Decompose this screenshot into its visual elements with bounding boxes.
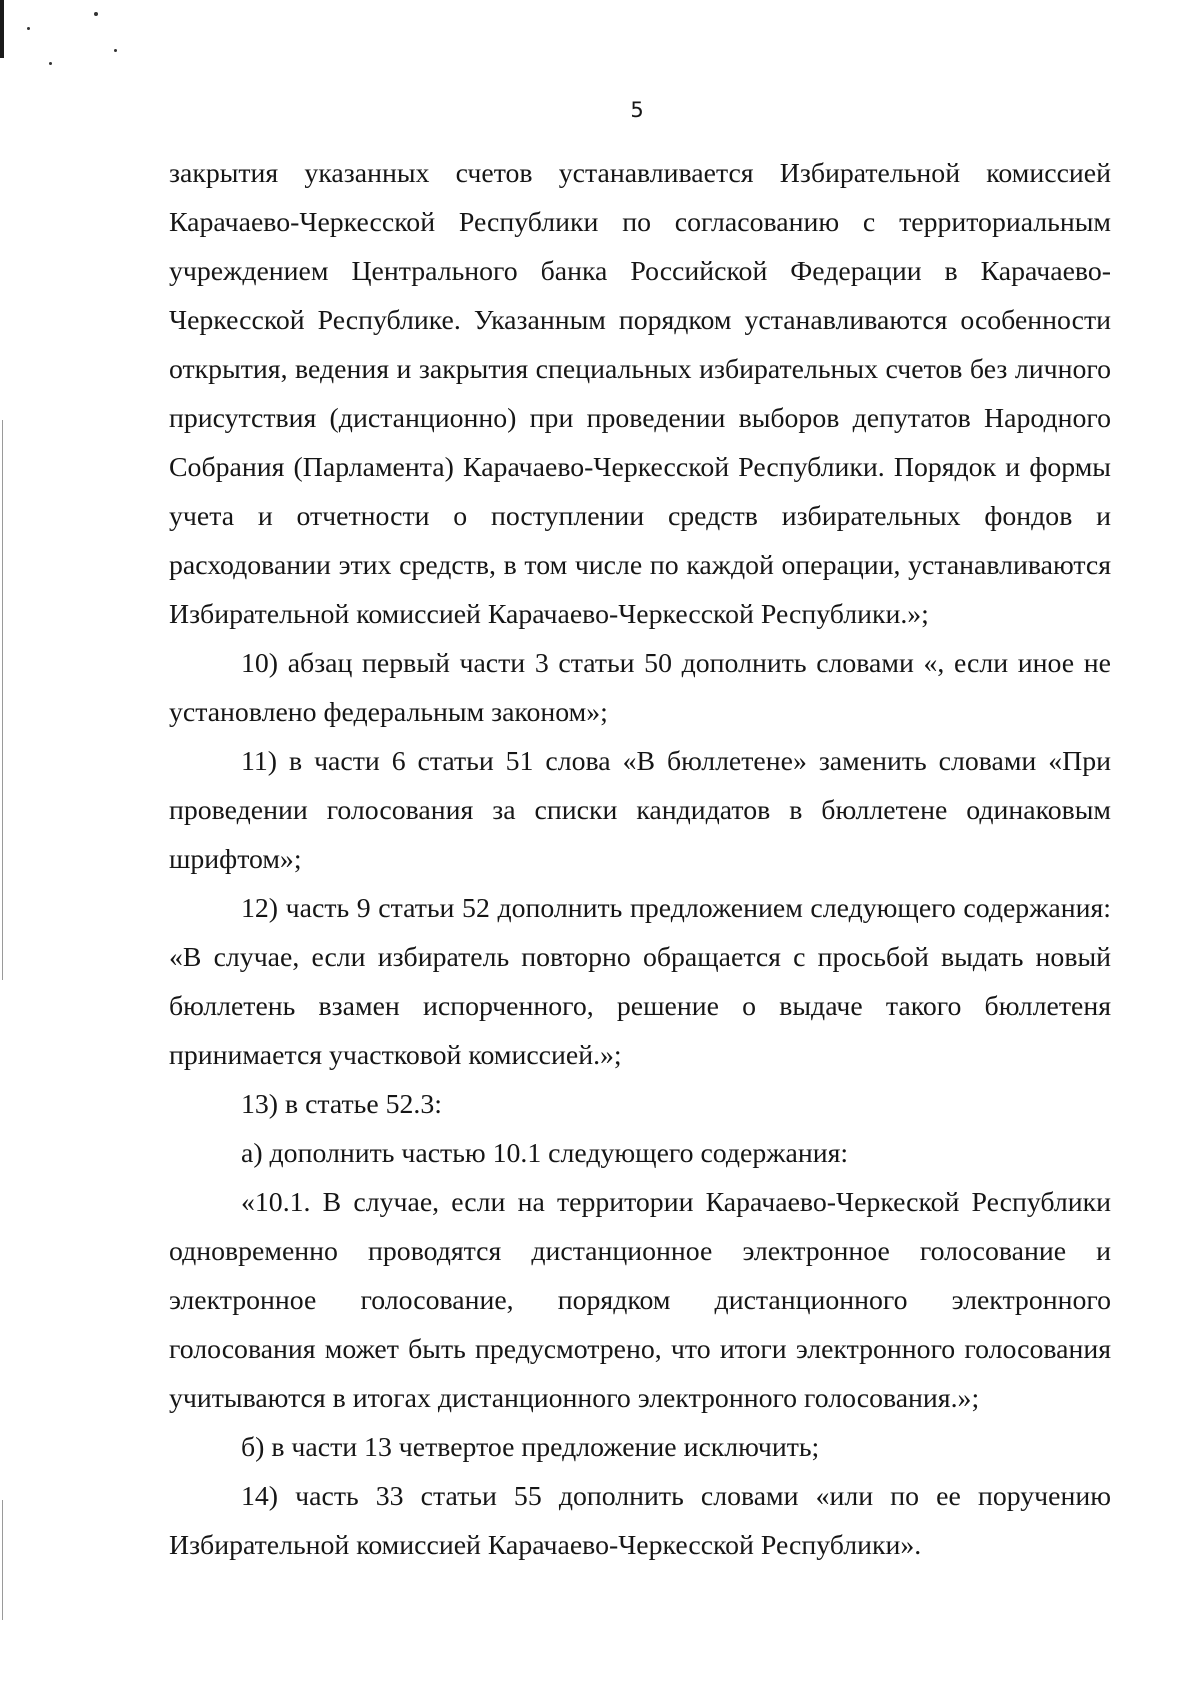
scan-edge-line [2,420,3,980]
scan-edge-line [2,1500,3,1620]
paragraph-item-12: 12) часть 9 статьи 52 дополнить предложением следующего содержания: «В случае, если избиратель повторно обращается с просьбой выдать новый бюллетень взамен испорченного, решение о выдаче такого бюллетеня принимается участковой комиссией.»; [169,893,1111,1071]
paragraph-item-13: 13) в статье 52.3: [241,1089,442,1120]
scan-speck [94,12,98,16]
document-body [169,149,1111,1570]
paragraph-item-13b: б) в части 13 четвертое предложение исключить; [241,1432,820,1463]
paragraph-item-13a: а) дополнить частью 10.1 следующего содержания: [241,1138,849,1169]
page-number: 5 [630,98,644,122]
scan-speck [49,62,52,65]
paragraph-item-13a-text: «10.1. В случае, если на территории Карачаево-Черкеской Республики одновременно проводятся дистанционное электронное голосование и электронное голосование, порядком дистанционного электронного голосования может быть предусмотрено, что итоги электронного голосования учитываются в итогах дистанционного электронного голосования.»; [169,1187,1111,1414]
scan-speck [114,49,117,52]
paragraph-item-10: 10) абзац первый части 3 статьи 50 дополнить словами «, если иное не установлено федеральным законом»; [169,648,1111,728]
paragraph-item-11: 11) в части 6 статьи 51 слова «В бюллетене» заменить словами «При проведении голосования за списки кандидатов в бюллетене одинаковым шрифтом»; [169,746,1111,875]
paragraph-continuation: закрытия указанных счетов устанавливается Избирательной комиссией Карачаево-Черкесской Республики по согласованию с территориальным учреждением Центрального банка Российской Федерации в Карачаево-Черкесской Республике. Указанным порядком устанавливаются особенности открытия, ведения и закрытия специальных избирательных счетов без личного присутствия (дистанционно) при проведении выборов депутатов Народного Собрания (Парламента) Карачаево-Черкесской Республики. Порядок и формы учета и отчетности о поступлении средств избирательных фондов и расходовании этих средств, в том числе по каждой операции, устанавливаются Избирательной комиссией Карачаево-Черкесской Республики.»; [169,158,1111,630]
scan-edge-mark [0,0,4,58]
scan-speck [27,27,30,30]
paragraph-item-14: 14) часть 33 статьи 55 дополнить словами «или по ее поручению Избирательной комиссией Карачаево-Черкесской Республики». [169,1481,1111,1561]
